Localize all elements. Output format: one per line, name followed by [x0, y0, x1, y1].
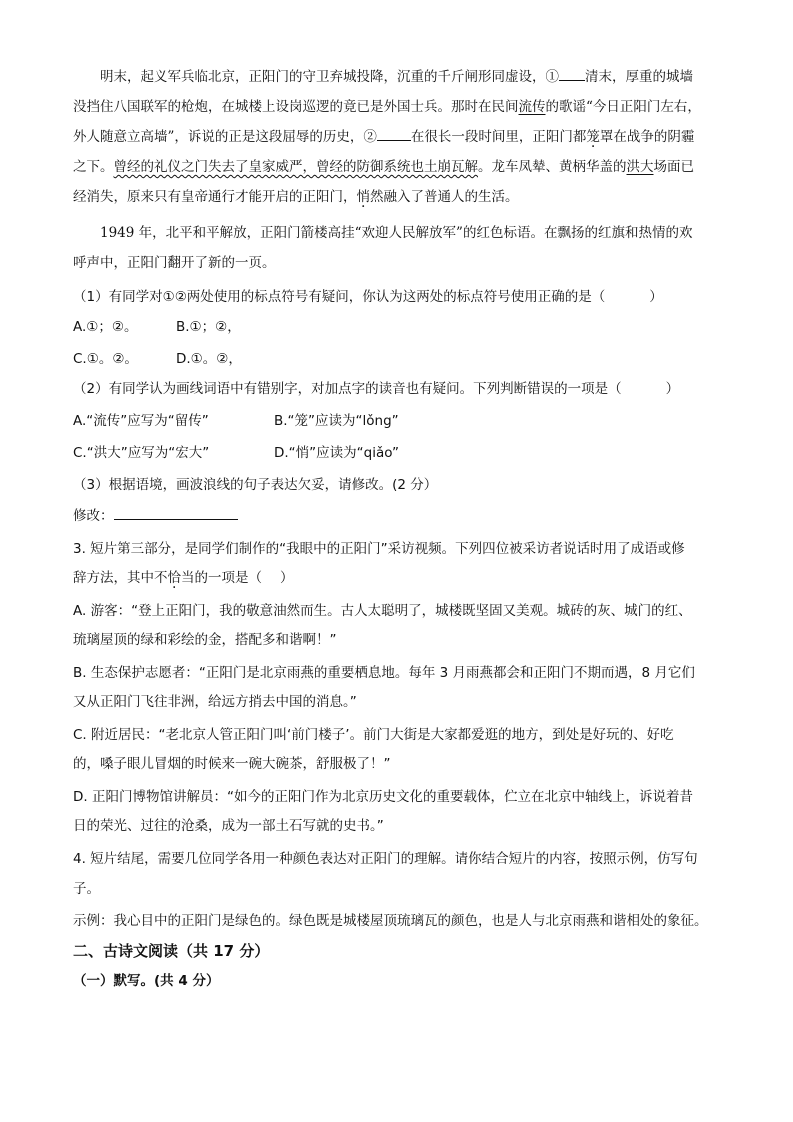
- passage-line: 明末，起义军兵临北京，正阳门的守卫弃城投降，沉重的千斤闸形同虚设，① 清末，厚重的城墙: [100, 69, 693, 85]
- dotted-char-long: 笼: [586, 129, 600, 145]
- passage-line: 没挡住八国联军的枪炮，在城楼上设岗巡逻的竟已是外国士兵。那时在民间流传的歌谣“今日正阳门左右，: [73, 99, 701, 115]
- passage-line: 1949 年，北平和平解放，正阳门箭楼高挂“欢迎人民解放军”的红色标语。在飘扬的红旗和热情的欢: [100, 225, 693, 241]
- question-1-stem: （1）有同学对①②两处使用的标点符号有疑问，你认为这两处的标点符号使用正确的是（ ）: [73, 289, 663, 305]
- question-4-stem: 4. 短片结尾，需要几位同学各用一种颜色表达对正阳门的理解。请你结合短片的内容，按照示例，仿写句: [73, 851, 698, 867]
- option-b: 又从正阳门飞往非洲，给远方捎去中国的消息。”: [73, 694, 357, 710]
- question-4-stem: 子。: [73, 881, 100, 897]
- question-2-option-a: A.“流传”应写为“留传”: [73, 413, 209, 429]
- option-d: 日的荣光、过往的沧桑，成为一部土石写就的史书。”: [73, 818, 384, 834]
- blank-2: [377, 128, 411, 141]
- question-3-main-stem: 辞方法，其中不恰当的一项是（ ）: [73, 570, 294, 586]
- answer-blank: [114, 507, 238, 520]
- question-2-stem: （2）有同学认为画线词语中有错别字，对加点字的读音也有疑问。下列判断错误的一项是（ ）: [73, 381, 680, 397]
- option-d: D. 正阳门博物馆讲解员：“如今的正阳门作为北京历史文化的重要载体，伫立在北京中轴线上，诉说着昔: [73, 789, 693, 805]
- question-1-option-c: C.①。②。: [73, 351, 138, 367]
- question-1-option-d: D.①。②，: [176, 351, 242, 367]
- question-2-option-b: B.“笼”应读为“lǒng”: [274, 413, 399, 429]
- question-3-stem: （3）根据语境，画波浪线的句子表达欠妥，请修改。(2 分）: [73, 477, 438, 493]
- passage-line: 经消失，原来只有皇帝通行才能开启的正阳门，悄然融入了普通人的生活。: [73, 189, 519, 205]
- wavy-sentence: 曾经的礼仪之门失去了皇家威严，曾经的防御系统也土崩瓦解: [113, 159, 478, 175]
- question-1-option-a: A.①；②。: [73, 319, 138, 335]
- question-2-option-d: D.“悄”应读为“qiǎo”: [274, 445, 400, 461]
- question-3-main-stem: 3. 短片第三部分，是同学们制作的“我眼中的正阳门”采访视频。下列四位被采访者说话时用了成语或修: [73, 541, 685, 557]
- section-heading: 二、古诗文阅读（共 17 分）: [73, 942, 270, 960]
- answer-line: 修改：: [73, 507, 238, 525]
- dotted-char-qiao: 悄: [356, 189, 370, 205]
- dotted-phrase: 不恰当: [154, 570, 195, 586]
- blank-1: [559, 68, 585, 81]
- passage-line: 呼声中，正阳门翻开了新的一页。: [73, 255, 276, 271]
- option-b: B. 生态保护志愿者：“正阳门是北京雨燕的重要栖息地。每年 3 月雨燕都会和正阳门不期而遇，8 月它们: [73, 665, 695, 681]
- passage-line: 外人随意立高墙”，诉说的正是这段屈辱的历史，② 在很长一段时间里，正阳门都笼罩在战争的阴霾: [73, 129, 695, 145]
- option-c: C. 附近居民：“老北京人管正阳门叫‘前门楼子’。前门大街是大家都爱逛的地方，到处是好玩的、好吃: [73, 727, 674, 743]
- underlined-word-liuchuan: 流传: [518, 99, 546, 115]
- subsection-heading: （一）默写。(共 4 分）: [73, 973, 220, 989]
- question-4-example: 示例：我心目中的正阳门是绿色的。绿色既是城楼屋顶琉璃瓦的颜色，也是人与北京雨燕和谐相处的象征。: [73, 913, 708, 929]
- option-a: 琉璃屋顶的绿和彩绘的金，搭配多和谐啊！”: [73, 632, 337, 648]
- question-1-option-b: B.①；②，: [176, 319, 241, 335]
- underlined-word-hongda: 洪大: [626, 159, 654, 175]
- option-a: A. 游客：“登上正阳门，我的敬意油然而生。古人太聪明了，城楼既坚固又美观。城砖的灰、城门的红、: [73, 603, 692, 619]
- passage-line: 之下。曾经的礼仪之门失去了皇家威严，曾经的防御系统也土崩瓦解。龙车凤辇、黄柄华盖的洪大场面已: [73, 159, 694, 175]
- question-2-option-c: C.“洪大”应写为“宏大”: [73, 445, 210, 461]
- option-c: 的，嗓子眼儿冒烟的时候来一碗大碗茶，舒服极了！”: [73, 756, 391, 772]
